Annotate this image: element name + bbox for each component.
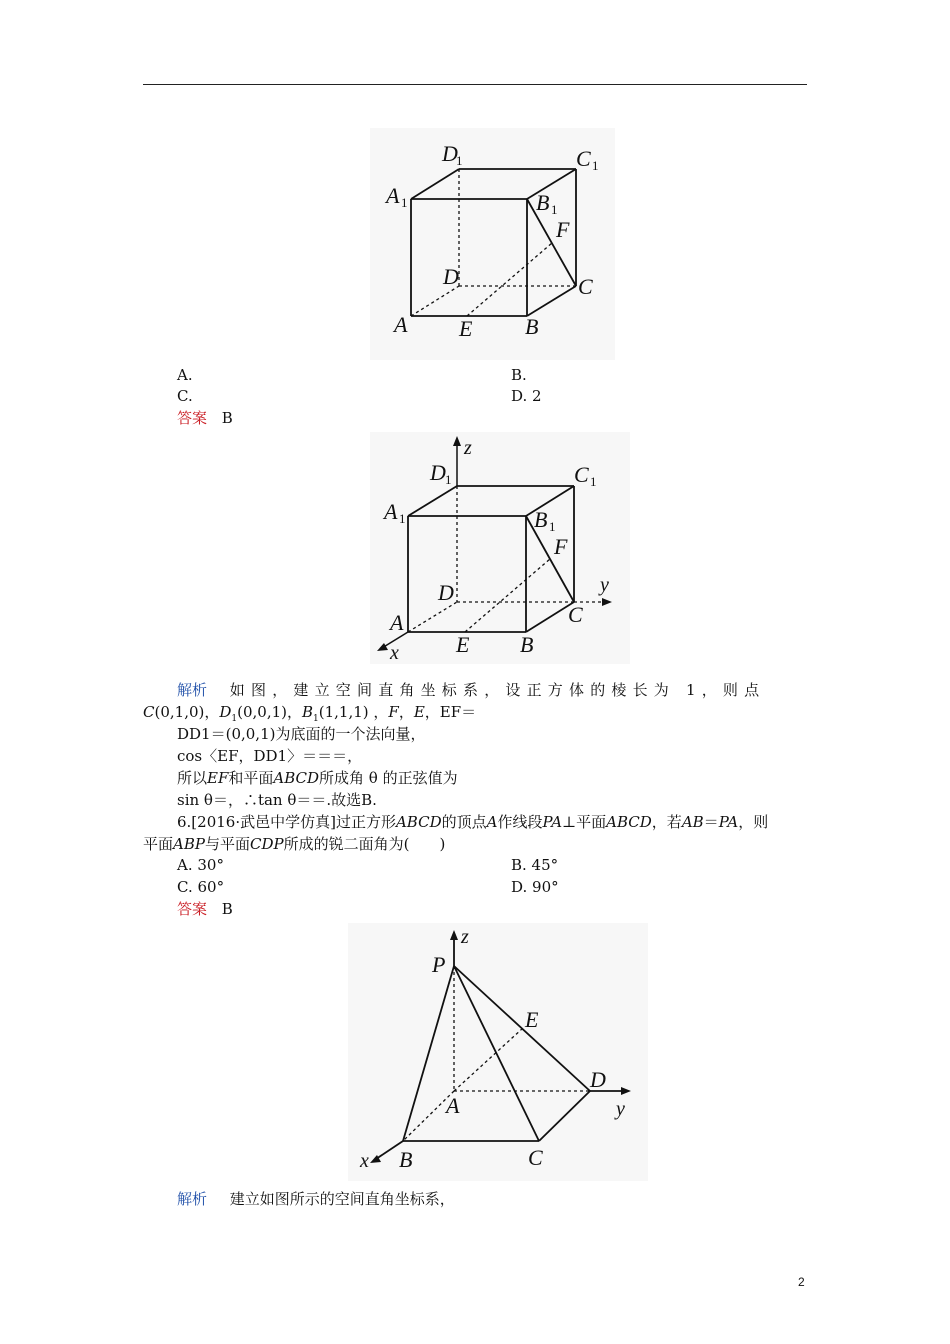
q5-option-d: D. 2 xyxy=(511,387,542,405)
solution5-line2: C(0,1,0)，$D_1(0,0,1)$，$B_1(1,1,1)$ ，F，E，EF＝ xyxy=(143,703,477,724)
solution5-line1: 解析 如图，建立空间直角坐标系，设正方体的棱长为 1，则点 xyxy=(177,681,766,699)
answer-value: B xyxy=(221,409,233,427)
axis-label-z: z xyxy=(461,926,469,948)
solution5-line4: cos〈EF，DD1〉＝＝＝， xyxy=(177,747,363,765)
q6-option-c: C. 60° xyxy=(177,878,225,896)
label-b1: B xyxy=(534,507,548,532)
axis-label-y: y xyxy=(616,1098,625,1120)
label-a1: A xyxy=(384,499,398,524)
svg-text:1: 1 xyxy=(399,511,406,526)
svg-text:1: 1 xyxy=(445,472,452,487)
cube-axes-diagram xyxy=(370,432,630,664)
label-b: B xyxy=(520,632,534,657)
q5-option-a: A. xyxy=(177,366,193,384)
label-b: B xyxy=(525,314,539,339)
label-d1: D xyxy=(430,460,446,485)
label-d: D xyxy=(590,1067,606,1092)
solution-label: 解析 xyxy=(177,681,208,699)
answer-label: 答案 xyxy=(177,900,208,918)
label-d: D xyxy=(438,580,454,605)
label-d: D xyxy=(443,264,459,289)
label-e: E xyxy=(456,632,470,657)
axis-label-x: x xyxy=(360,1150,369,1172)
svg-text:1: 1 xyxy=(456,153,463,168)
solution-label: 解析 xyxy=(177,1190,208,1208)
q6-option-a: A. 30° xyxy=(177,856,224,874)
answer-value: B xyxy=(221,900,233,918)
figure-pyramid xyxy=(348,923,648,1181)
label-f: F xyxy=(556,217,570,242)
answer-label: 答案 xyxy=(177,409,208,427)
q5-option-c: C. xyxy=(177,387,193,405)
svg-text:1: 1 xyxy=(549,519,556,534)
svg-text:1: 1 xyxy=(551,202,558,217)
page-number: 2 xyxy=(798,1275,805,1289)
label-c: C xyxy=(528,1145,543,1170)
solution5-line6: sin θ＝，∴tan θ＝＝.故选B. xyxy=(177,791,377,809)
q5-option-b: B. xyxy=(511,366,527,384)
label-p: P xyxy=(432,952,446,977)
label-b: B xyxy=(399,1147,413,1172)
solution6-line1: 解析 建立如图所示的空间直角坐标系， xyxy=(177,1190,455,1208)
q6-stem-line2: 平面ABP与平面CDP所成的锐二面角为( ) xyxy=(143,835,446,853)
label-a1: A xyxy=(386,183,400,208)
header-rule xyxy=(143,84,807,85)
svg-text:1: 1 xyxy=(592,158,599,173)
figure-cube-2 xyxy=(370,432,630,664)
label-e: E xyxy=(525,1007,539,1032)
label-c: C xyxy=(578,274,593,299)
svg-text:1: 1 xyxy=(401,195,408,210)
label-d1: D xyxy=(442,141,458,166)
label-c1: C xyxy=(574,462,589,487)
label-f: F xyxy=(554,534,568,559)
axis-label-z: z xyxy=(464,437,472,459)
axis-label-y: y xyxy=(600,574,609,596)
label-e: E xyxy=(459,316,473,341)
label-c: C xyxy=(568,602,583,627)
solution5-line5: 所以EF和平面ABCD所成角 θ 的正弦值为 xyxy=(177,769,458,787)
q6-option-b: B. 45° xyxy=(511,856,559,874)
label-c1: C xyxy=(576,146,591,171)
q6-answer xyxy=(177,899,233,919)
label-a: A xyxy=(446,1093,460,1118)
cube-diagram xyxy=(370,128,615,360)
pyramid-diagram xyxy=(348,923,648,1181)
q5-answer xyxy=(177,408,233,428)
svg-text:1: 1 xyxy=(590,474,597,489)
label-b1: B xyxy=(536,190,550,215)
label-a: A xyxy=(394,312,408,337)
label-a: A xyxy=(390,610,404,635)
axis-label-x: x xyxy=(390,642,399,664)
q6-stem-line1: 6.[2016·武邑中学仿真]过正方形ABCD的顶点A作线段PA⊥平面ABCD，若AB＝PA，则 xyxy=(177,813,769,831)
figure-cube-1 xyxy=(370,128,615,360)
q6-option-d: D. 90° xyxy=(511,878,559,896)
solution5-line3: DD1＝(0,0,1)为底面的一个法向量， xyxy=(177,725,426,743)
